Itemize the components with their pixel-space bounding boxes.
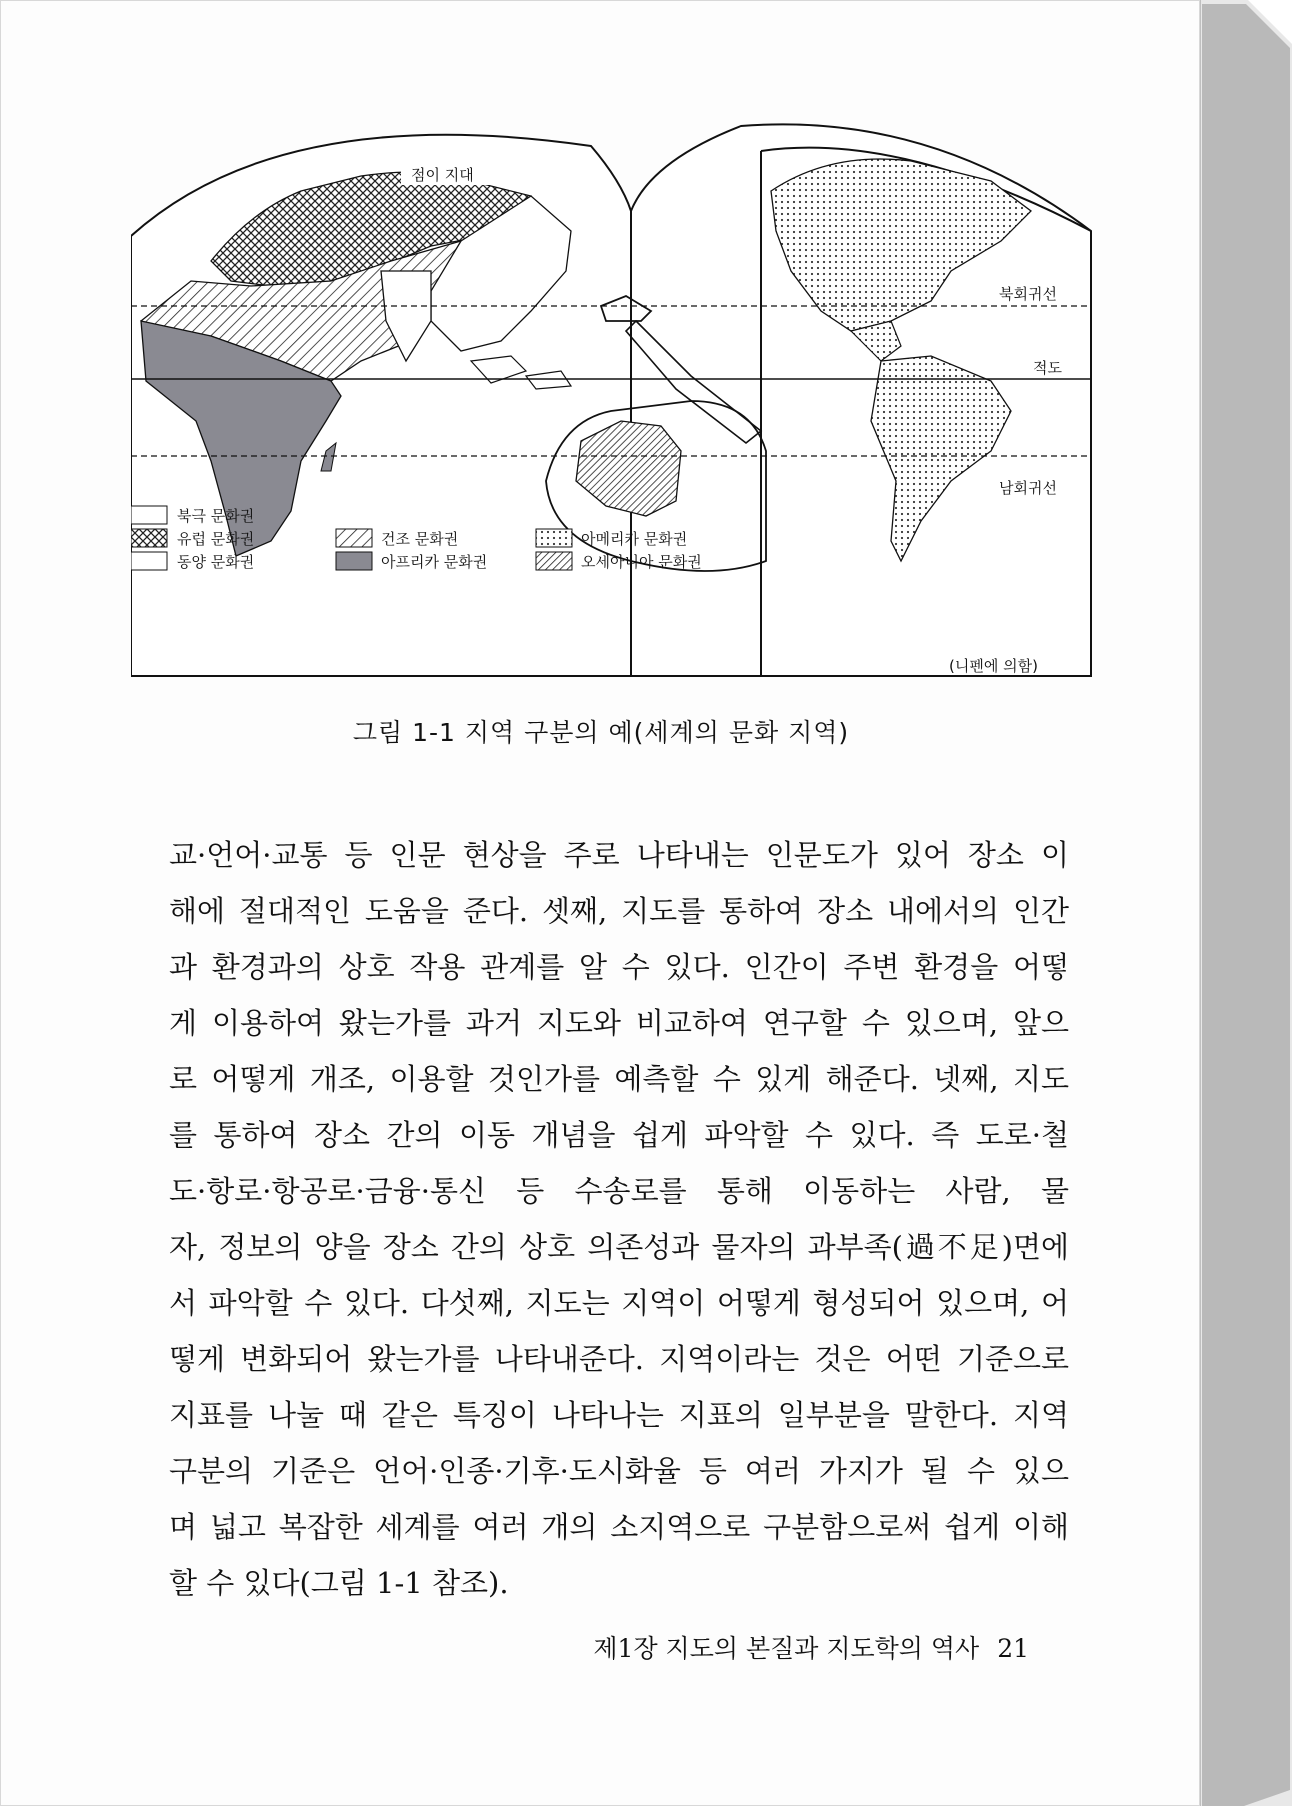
- text-line: 구분의 기준은 언어·인종·기후·도시화율 등 여러 가지가 될 수 있으: [169, 1454, 1069, 1488]
- text-line: 서 파악할 수 있다. 다섯째, 지도는 지역이 어떻게 형성되어 있으며, 어: [169, 1286, 1069, 1320]
- text-line: 교·언어·교통 등 인문 현상을 주로 나타내는 인문도가 있어 장소 이: [169, 838, 1069, 872]
- legend-america: 아메리카 문화권: [581, 530, 688, 548]
- world-culture-map: [131, 121, 1101, 691]
- text-line: 떻게 변화되어 왔는가를 나타내준다. 지역이라는 것은 어떤 기준으로: [169, 1342, 1069, 1376]
- legend-africa: 아프리카 문화권: [381, 553, 488, 571]
- label-dotted-zone: 점이 지대: [411, 166, 474, 184]
- text-line: 며 넓고 복잡한 세계를 여러 개의 소지역으로 구분함으로써 쉽게 이해: [169, 1510, 1069, 1544]
- text-line: 할 수 있다(그림 1-1 참조).: [169, 1566, 509, 1600]
- text-line: 게 이용하여 왔는가를 과거 지도와 비교하여 연구할 수 있으며, 앞으: [169, 1006, 1069, 1040]
- page-footer: [593, 1629, 1029, 1665]
- figure-caption: 그림 1-1 지역 구분의 예(세계의 문화 지역): [352, 718, 850, 747]
- body-paragraph: [169, 827, 1069, 1611]
- legend-dry: 건조 문화권: [381, 530, 459, 548]
- page-number: 21: [997, 1634, 1029, 1663]
- legend-arctic: 북극 문화권: [177, 507, 255, 525]
- label-tropic-cancer: 북회귀선: [999, 285, 1057, 303]
- text-line: 자, 정보의 양을 장소 간의 상호 의존성과 물자의 과부족(過不足)면에: [169, 1230, 1069, 1264]
- legend-europe: 유럽 문화권: [177, 530, 255, 548]
- text-line: 로 어떻게 개조, 이용할 것인가를 예측할 수 있게 해준다. 넷째, 지도: [169, 1062, 1069, 1096]
- legend-orient: 동양 문화권: [177, 553, 255, 571]
- map-svg: [131, 121, 1101, 691]
- text-line: 과 환경과의 상호 작용 관계를 알 수 있다. 인간이 주변 환경을 어떻: [169, 950, 1069, 984]
- chapter-title: 제1장 지도의 본질과 지도학의 역사: [593, 1634, 980, 1663]
- map-source: (니펜에 의함): [949, 657, 1038, 675]
- text-line: 지표를 나눌 때 같은 특징이 나타나는 지표의 일부분을 말한다. 지역: [169, 1398, 1069, 1432]
- text-line: 해에 절대적인 도움을 준다. 셋째, 지도를 통하여 장소 내에서의 인간: [169, 894, 1069, 928]
- text-line: 를 통하여 장소 간의 이동 개념을 쉽게 파악할 수 있다. 즉 도로·철: [169, 1118, 1069, 1152]
- label-equator: 적도: [1033, 359, 1062, 377]
- text-line: 도·항로·항공로·금융·통신 등 수송로를 통해 이동하는 사람, 물: [169, 1174, 1069, 1208]
- legend-oceania: 오세아니아 문화권: [581, 553, 702, 571]
- label-tropic-capricorn: 남회귀선: [999, 479, 1057, 497]
